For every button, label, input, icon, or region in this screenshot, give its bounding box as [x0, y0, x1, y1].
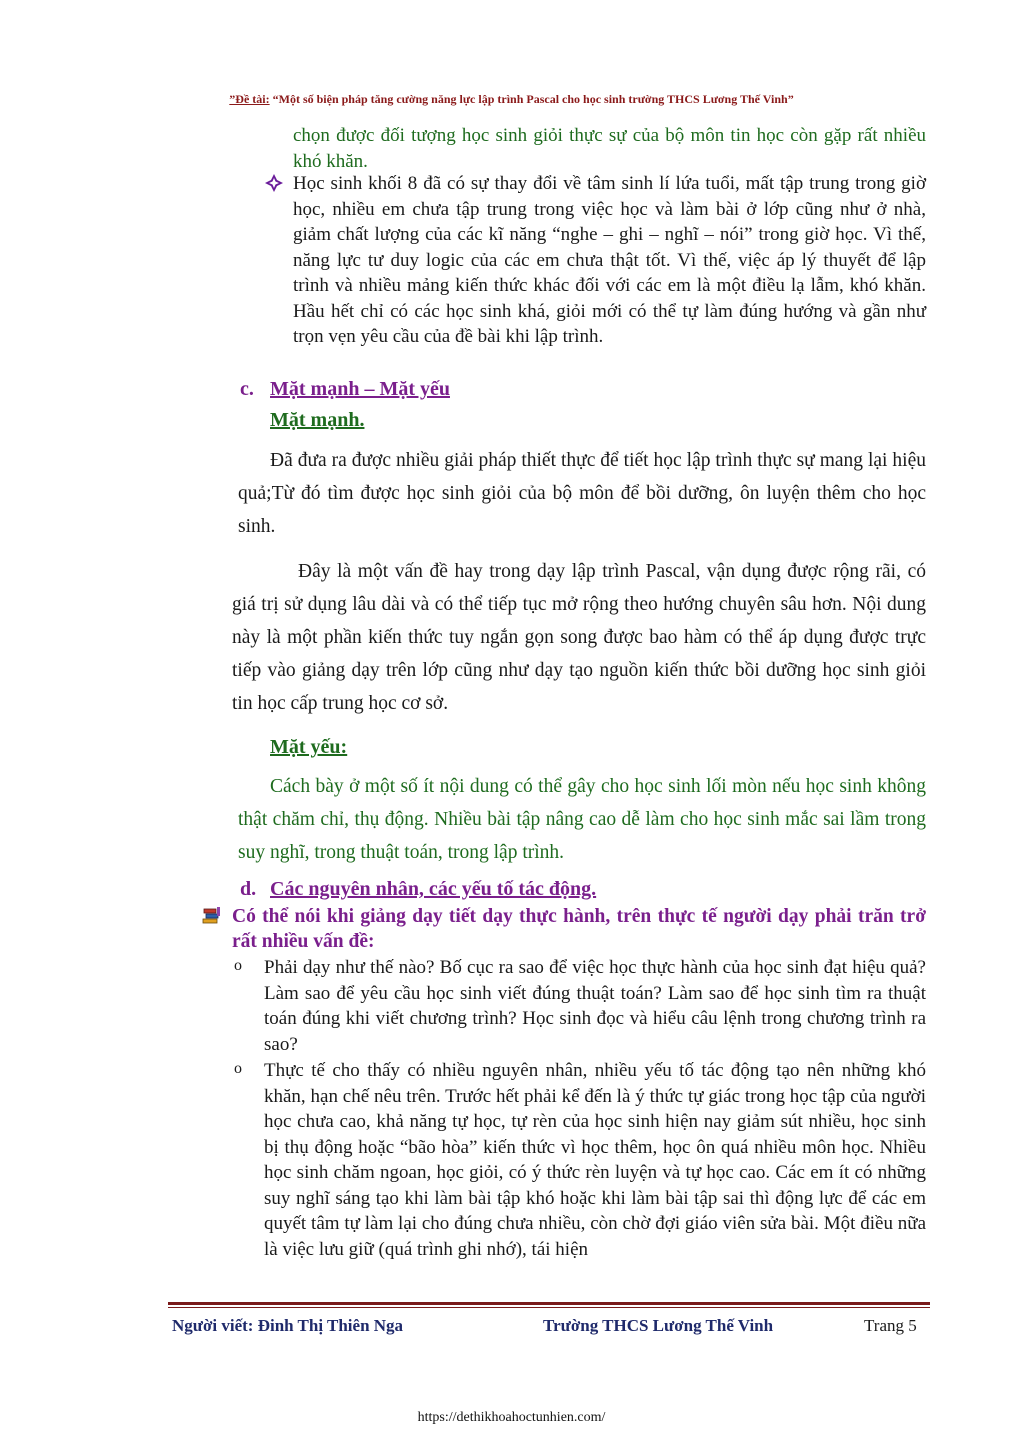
footer-rule-thin	[168, 1307, 930, 1308]
section-c-title: Mặt mạnh – Mặt yếu	[270, 378, 450, 400]
weaknesses-heading: Mặt yếu:	[270, 736, 348, 758]
strengths-paragraph-1: Đã đưa ra được nhiều giải pháp thiết thực để tiết học lập trình thực sự mang lại hiệu quả;Từ đó tìm được học sinh giỏi của bộ môn để bồi dưỡng, ôn luyện thêm cho học sinh.	[238, 450, 926, 537]
page-header	[0, 92, 1023, 107]
intro-continuation: chọn được đối tượng học sinh giỏi thực sự của bộ môn tin học còn gặp rất nhiều khó khăn.	[293, 125, 926, 172]
weaknesses-paragraph: Cách bày ở một số ít nội dung có thể gây cho học sinh lối mòn nếu học sinh không thật chăm chỉ, thụ động. Nhiều bài tập nâng cao dễ làm cho học sinh mắc sai lầm trong suy nghĩ, trong thuật toán, trong lập trình.	[238, 776, 926, 863]
section-d-marker: d.	[240, 878, 257, 900]
section-c-marker: c.	[240, 378, 254, 400]
list-item-marker: o	[234, 1060, 242, 1077]
list-item-marker: o	[234, 957, 242, 974]
list-item: Phải dạy như thế nào? Bố cục ra sao để việc học thực hành của học sinh đạt hiệu quả? Làm sao để yêu cầu học sinh viết đúng thuật toán? Làm sao để học sinh tìm ra thuật toán đúng khi viết chương trình? Học sinh đọc và hiểu câu lệnh trong chương trình ra sao?	[264, 957, 926, 1055]
footer-author: Người viết: Đinh Thị Thiên Nga	[172, 1316, 404, 1335]
book-stack-icon	[202, 907, 224, 927]
section-d-lead: Có thể nói khi giảng dạy tiết dạy thực hành, trên thực tế người dạy phải trăn trở rất nhiều vấn đề:	[232, 906, 926, 952]
source-url: https://dethikhoahoctunhien.com/	[417, 1410, 606, 1425]
page-number: Trang 5	[864, 1316, 917, 1335]
diamond-bullet-icon	[264, 173, 286, 198]
list-item: Thực tế cho thấy có nhiều nguyên nhân, nhiều yếu tố tác động tạo nên những khó khăn, hạn chế nêu trên. Trước hết phải kể đến là ý thức tự giác trong học tập của người học chưa cao, khả năng tự học, tự rèn của học sinh hiện nay giảm sút nhiều, học sinh bị thụ động hoặc “bão hòa” kiến thức vì học thêm, học ôn quá nhiều môn học. Nhiều học sinh chăm ngoan, học giỏi, có ý thức rèn luyện và tự học cao. Các em ít có những suy nghĩ sáng tạo khi làm bài tập khó hoặc khi làm bài tập sai thì động lực để các em quyết tâm tự làm lại cho đúng chưa nhiều, còn chờ đợi giáo viên sửa bài. Một điều nữa là việc lưu giữ (quá trình ghi nhớ), tái hiện	[264, 1060, 926, 1260]
diamond-bullet-text: Học sinh khối 8 đã có sự thay đổi về tâm sinh lí lứa tuổi, mất tập trung trong giờ học, nhiều em chưa tập trung trong việc học và làm bài ở lớp cũng như ở nhà, giảm chất lượng của các kĩ năng “nghe – ghi – nghĩ – nói” trong giờ học. Vì thế, năng lực tư duy logic của các em chưa thật tốt. Vì thế, việc áp lý thuyết để lập trình và nhiều mảng kiến thức khác đối với các em là một điều lạ lẫm, khó khăn. Hầu hết chỉ có các học sinh khá, giỏi mới có thể tự làm đúng hướng và gần như trọn vẹn yêu cầu của đề bài khi lập trình.	[293, 173, 926, 347]
header-title: “Một số biện pháp tăng cường năng lực lập trình Pascal cho học sinh trường THCS Lương Thế Vinh”	[269, 92, 794, 106]
strengths-paragraph-2: Đây là một vấn đề hay trong dạy lập trình Pascal, vận dụng được rộng rãi, có giá trị sử dụng lâu dài và có thể tiếp tục mở rộng theo hướng chuyên sâu hơn. Nội dung này là một phần kiến thức tuy ngắn gọn song được bao hàm có thể áp dụng được trực tiếp vào giảng dạy trên lớp cũng như dạy tạo nguồn kiến thức bồi dưỡng học sinh giỏi tin học cấp trung học cơ sở.	[232, 561, 926, 714]
strengths-heading: Mặt mạnh.	[270, 409, 365, 431]
header-prefix: ”Đề tài:	[229, 92, 270, 106]
section-d-title: Các nguyên nhân, các yếu tố tác động.	[270, 878, 597, 900]
footer-school: Trường THCS Lương Thế Vinh	[543, 1316, 774, 1335]
footer-rule	[168, 1302, 930, 1305]
